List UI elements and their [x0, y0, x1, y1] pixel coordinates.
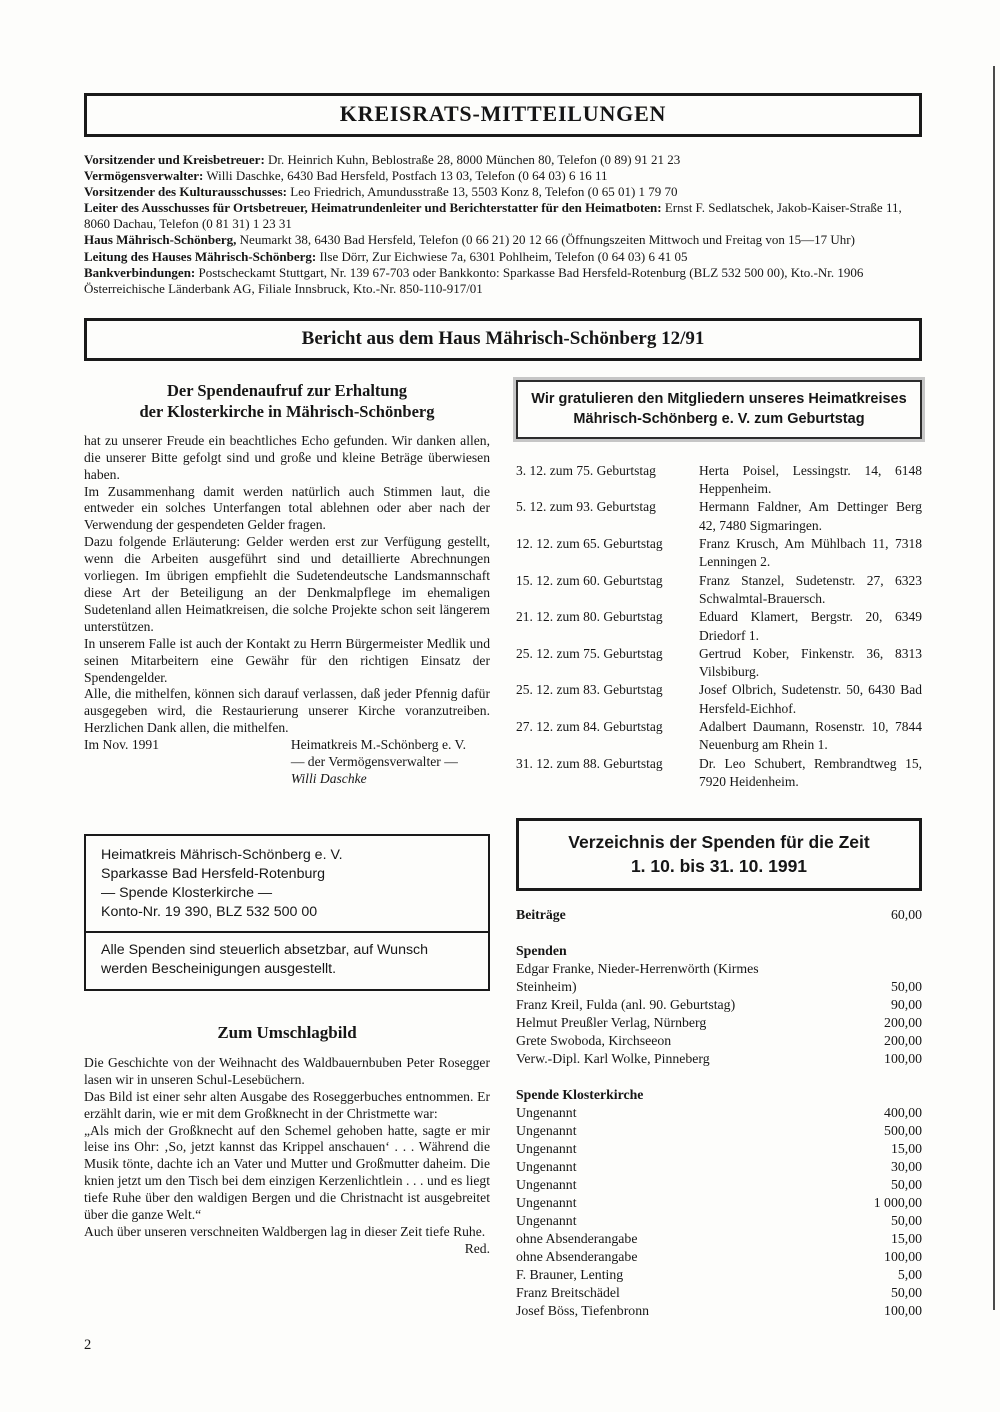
- account-line: Heimatkreis Mährisch-Schönberg e. V.: [101, 846, 343, 863]
- donation-name: Franz Breitschädel: [516, 1285, 620, 1301]
- masthead-line: [84, 232, 922, 248]
- donation-row: [516, 1302, 922, 1320]
- page-number: 2: [84, 1337, 92, 1353]
- donation-name: Ungenannt: [516, 1141, 577, 1157]
- signature-name: Willi Daschke: [290, 770, 367, 786]
- appeal-heading-line1: Der Spendenaufruf zur Erhaltung: [166, 380, 408, 400]
- donation-amount: 30,00: [890, 1159, 922, 1175]
- birthday-entry: [516, 572, 922, 609]
- report-title-box: [84, 318, 922, 361]
- donation-amount: 15,00: [890, 1141, 922, 1157]
- masthead-line: [84, 249, 922, 265]
- birthday-text: Eduard Klamert, Bergstr. 20, 6349 Driedorf 1.: [699, 609, 922, 643]
- donation-row: [516, 1230, 922, 1248]
- donation-row: [516, 1176, 922, 1194]
- signature-org: Heimatkreis M.-Schönberg e. V.: [290, 737, 466, 753]
- masthead-line: [84, 265, 922, 297]
- donation-name: Grete Swoboda, Kirchseeon: [516, 1033, 672, 1049]
- donation-name: Ungenannt: [516, 1213, 577, 1229]
- official-text: Ernst F. Sedlatschek, Jakob-Kaiser-Straße 11, 8060 Dachau, Telefon (0 81 31) 1 23 31: [84, 200, 902, 232]
- birthday-date: 12. 12. zum 65. Geburtstag: [516, 536, 663, 552]
- donation-name: Ungenannt: [516, 1123, 577, 1139]
- masthead-officials: [84, 152, 922, 297]
- cover-last-paragraph: [84, 1223, 490, 1256]
- donations-title-line1: Verzeichnis der Spenden für die Zeit: [568, 832, 870, 853]
- masthead-line: [84, 152, 922, 168]
- birthday-date: 27. 12. zum 84. Geburtstag: [516, 719, 663, 734]
- donation-name: F. Brauner, Lenting: [516, 1267, 624, 1283]
- appeal-body: [84, 433, 490, 737]
- account-line: Sparkasse Bad Hersfeld-Rotenburg: [101, 865, 325, 882]
- signature-right: [291, 737, 466, 788]
- birthday-date: 31. 12. zum 88. Geburtstag: [516, 755, 663, 771]
- page-content: [84, 0, 922, 1320]
- birthday-entry: [516, 498, 922, 535]
- birthday-text: Adalbert Daumann, Rosenstr. 10, 7844 Neuenburg am Rhein 1.: [699, 719, 922, 753]
- donation-amount: 200,00: [884, 1033, 922, 1049]
- donation-row: [516, 960, 922, 996]
- donation-name: Beiträge: [516, 907, 566, 923]
- birthday-text: Franz Stanzel, Sudetenstr. 27, 6323 Schwalmtal-Brauersch.: [699, 572, 922, 606]
- donation-row: [516, 1104, 922, 1122]
- donation-name: Josef Böss, Tiefenbronn: [516, 1303, 649, 1319]
- official-label: Bankverbindungen:: [84, 264, 196, 280]
- donation-amount: 100,00: [884, 1051, 922, 1067]
- appeal-paragraph: Im Zusammenhang damit werden natürlich auch Stimmen laut, die entweder ein solches Unterfangen total ablehnen oder aber nach der Verwendung der gespendeten Gelder fragen.: [84, 483, 490, 533]
- account-note-line: Alle Spenden sind steuerlich absetzbar, auf Wunsch: [101, 941, 429, 958]
- two-column-layout: [84, 378, 922, 1320]
- appeal-heading: [84, 380, 490, 422]
- report-title: Bericht aus dem Haus Mährisch-Schönberg 12/91: [301, 327, 705, 349]
- birthday-text: Gertrud Kober, Finkenstr. 36, 8313 Vilsbiburg.: [699, 645, 922, 680]
- birthday-date: 25. 12. zum 75. Geburtstag: [516, 645, 663, 661]
- donations-title-box: [516, 818, 922, 891]
- appeal-paragraph: hat zu unserer Freude ein beachtliches Echo gefunden. Wir danken allen, die unserer Bitte gefolgt sind und große und kleine Beträge überwiesen haben.: [84, 432, 490, 482]
- donation-name: Helmut Preußler Verlag, Nürnberg: [516, 1015, 707, 1031]
- donation-row: [516, 1248, 922, 1266]
- donation-row: [516, 1032, 922, 1050]
- donation-amount: 5,00: [897, 1267, 922, 1283]
- birthday-entry: [516, 535, 922, 572]
- donation-amount: 50,00: [890, 1177, 922, 1193]
- cover-paragraph: Auch über unseren verschneiten Waldbergen lag in dieser Zeit tiefe Ruhe.: [84, 1223, 486, 1239]
- birthday-date: 25. 12. zum 83. Geburtstag: [516, 682, 663, 698]
- congrats-title-box: [516, 380, 922, 439]
- left-column: [84, 378, 490, 1320]
- donation-row: [516, 906, 922, 924]
- donation-row: [516, 1284, 922, 1302]
- official-text: Willi Daschke, 6430 Bad Hersfeld, Postfach 13 03, Telefon (0 64 03) 6 16 11: [206, 168, 608, 184]
- birthday-date: 5. 12. zum 93. Geburtstag: [516, 499, 656, 515]
- official-text: Ilse Dörr, Zur Eichwiese 7a, 6301 Pohlheim, Telefon (0 64 03) 6 41 05: [319, 248, 688, 264]
- birthday-entry: [516, 718, 922, 755]
- donation-row: [516, 1122, 922, 1140]
- donation-name: ohne Absenderangabe: [516, 1249, 638, 1265]
- signature-block: [84, 737, 490, 788]
- birthday-text: Herta Poisel, Lessingstr. 14, 6148 Heppenheim.: [699, 462, 922, 497]
- right-column: [516, 378, 922, 1320]
- birthday-entry: [516, 462, 922, 499]
- masthead-line: [84, 184, 922, 200]
- account-note-line: werden Bescheinigungen ausgestellt.: [101, 960, 337, 977]
- donation-name: Edgar Franke, Nieder-Herrenwörth (Kirmes Steinheim): [516, 961, 759, 995]
- official-label: Vorsitzender und Kreisbetreuer:: [84, 152, 265, 167]
- official-label: Leitung des Hauses Mährisch-Schönberg:: [84, 248, 317, 264]
- official-text: Postscheckamt Stuttgart, Nr. 139 67-703 oder Bankkonto: Sparkasse Bad Hersfeld-Rotenburg (BLZ 532 500 00), Kto.-Nr. 1906 Österreichische Länderbank AG, Filiale Innsbruck, Kto.-Nr. 850-110-917/01: [84, 264, 864, 296]
- appeal-paragraph: In unserem Falle ist auch der Kontakt zu Herrn Bürgermeister Medlik und seinen Mitarbeitern eine Gewähr für den richtigen Einsatz der Spendengelder.: [84, 635, 490, 685]
- donation-name: Ungenannt: [516, 1159, 577, 1175]
- donation-name: Ungenannt: [516, 1177, 577, 1193]
- appeal-heading-line2: der Klosterkirche in Mährisch-Schönberg: [139, 401, 435, 421]
- official-text: Dr. Heinrich Kuhn, Beblostraße 28, 8000 München 80, Telefon (0 89) 91 21 23: [268, 152, 681, 167]
- birthday-text: Franz Krusch, Am Mühlbach 11, 7318 Lenningen 2.: [699, 536, 922, 570]
- birthday-entry: [516, 755, 922, 792]
- donation-row: [516, 1194, 922, 1212]
- birthday-list: [516, 462, 922, 791]
- official-label: Haus Mährisch-Schönberg,: [84, 232, 237, 248]
- masthead-line: [84, 168, 922, 184]
- donation-row: [516, 1212, 922, 1230]
- official-label: Vermögensverwalter:: [84, 168, 204, 184]
- masthead-line: [84, 200, 922, 232]
- donation-name: Ungenannt: [516, 1195, 577, 1211]
- birthday-entry: [516, 608, 922, 645]
- section-label: Spende Klosterkirche: [516, 1087, 644, 1103]
- donation-amount: 100,00: [884, 1249, 922, 1265]
- congrats-title-line2: Mährisch-Schönberg e. V. zum Geburtstag: [573, 410, 865, 427]
- birthday-entry: [516, 681, 922, 718]
- donation-amount: 50,00: [890, 1213, 922, 1229]
- donation-row: [516, 996, 922, 1014]
- official-label: Vorsitzender des Kulturausschusses:: [84, 184, 287, 200]
- donations-list: [516, 906, 922, 1320]
- birthday-text: Hermann Faldner, Am Dettinger Berg 42, 7480 Sigmaringen.: [699, 499, 922, 533]
- donation-amount: 50,00: [890, 1285, 922, 1301]
- birthday-text: Dr. Leo Schubert, Rembrandtweg 15, 7920 Heidenheim.: [699, 755, 922, 789]
- donation-amount: 15,00: [890, 1231, 922, 1247]
- signature-date: Im Nov. 1991: [84, 737, 160, 753]
- donation-amount: 100,00: [884, 1303, 922, 1319]
- birthday-date: 3. 12. zum 75. Geburtstag: [516, 462, 656, 478]
- donation-amount: 400,00: [884, 1105, 922, 1121]
- donation-amount: 200,00: [884, 1015, 922, 1031]
- cover-paragraph: Das Bild ist einer sehr alten Ausgabe des Roseggerbuches entnommen. Er erzählt darin, wie er mit dem Großknecht in der Christmette war:: [84, 1088, 490, 1121]
- page-title: KREISRATS-MITTEILUNGEN: [339, 101, 667, 126]
- cover-body: [84, 1054, 490, 1256]
- appeal-paragraph: Dazu folgende Erläuterung: Gelder werden erst zur Verfügung gestellt, wenn die Arbeiten ausgeführt sind und detaillierte Abrechnungen vorliegen. Im übrigen empfiehlt die Sudetendeutsche Landsmannschaft diese Art der Beteiligung an der Denkmalpflege im ehemaligen Sudetenland allen Heimatkreisen, die solche Projekte schon seit längerem unterstützen.: [84, 534, 490, 634]
- donation-name: Franz Kreil, Fulda (anl. 90. Geburtstag): [516, 997, 736, 1013]
- donation-row: [516, 1050, 922, 1068]
- donations-title: [519, 830, 919, 878]
- birthday-date: 21. 12. zum 80. Geburtstag: [516, 609, 663, 625]
- official-text: Neumarkt 38, 6430 Bad Hersfeld, Telefon (0 66 21) 20 12 66 (Öffnungszeiten Mittwoch und Freitag von 15—17 Uhr): [239, 232, 855, 248]
- donation-name: ohne Absenderangabe: [516, 1231, 638, 1247]
- donations-title-line2: 1. 10. bis 31. 10. 1991: [630, 856, 808, 877]
- cover-paragraph: Die Geschichte von der Weihnacht des Waldbauernbuben Peter Rosegger lasen wir in unseren Schul-Lesebüchern.: [84, 1054, 490, 1087]
- appeal-paragraph: Alle, die mithelfen, können sich darauf verlassen, daß jeder Pfennig dafür ausgegeben wird, die Restaurierung unserer Kirche voranzutreiben. Herzlichen Dank allen, die mithelfen.: [84, 686, 490, 736]
- byline: Red.: [464, 1240, 490, 1256]
- birthday-text: Josef Olbrich, Sudetenstr. 50, 6430 Bad Hersfeld-Eichhof.: [699, 682, 922, 716]
- donation-account-box: [84, 834, 490, 991]
- official-text: Leo Friedrich, Amundusstraße 13, 5503 Konz 8, Telefon (0 65 01) 1 79 70: [290, 184, 678, 200]
- birthday-entry: [516, 645, 922, 682]
- donation-name: Ungenannt: [516, 1105, 577, 1121]
- masthead-title-box: [84, 93, 922, 137]
- congrats-title-line1: Wir gratulieren den Mitgliedern unseres Heimatkreises: [531, 390, 907, 407]
- donation-row: [516, 1140, 922, 1158]
- official-label: Leiter des Ausschusses für Ortsbetreuer, Heimatrundenleiter und Berichterstatter für den Heimatboten:: [84, 200, 662, 216]
- donation-amount: 500,00: [884, 1123, 922, 1139]
- donation-amount: 50,00: [890, 979, 922, 995]
- donation-amount: 60,00: [890, 907, 922, 923]
- account-line: Konto-Nr. 19 390, BLZ 532 500 00: [101, 903, 318, 920]
- signature-role: — der Vermögensverwalter —: [290, 754, 458, 770]
- donation-name: Verw.-Dipl. Karl Wolke, Pinneberg: [516, 1051, 710, 1067]
- scan-edge-line: [993, 66, 995, 1310]
- birthday-date: 15. 12. zum 60. Geburtstag: [516, 572, 663, 588]
- cover-heading: Zum Umschlagbild: [217, 1022, 357, 1042]
- donation-row: [516, 1266, 922, 1284]
- donation-row: [516, 1158, 922, 1176]
- account-box-divider: [86, 931, 488, 933]
- cover-paragraph: „Als mich der Großknecht auf den Schemel gehoben hatte, sagte er mir leise ins Ohr: ‚So, jetzt kannst das Krippel anschauen‘ . . . Während die Musik tönte, dachte ich an Vater und Mutter und Großmutter daheim. Die knien jetzt um den Tisch bei dem einzigen Kerzenlichtlein . . . und es liegt tiefe Ruhe über den waldigen Bergen und die Christnacht ist ausgebreitet über die ganze Welt.“: [84, 1122, 490, 1223]
- donation-amount: 90,00: [890, 997, 922, 1013]
- account-line: — Spende Klosterkirche —: [101, 884, 273, 901]
- section-label: Spenden: [516, 943, 567, 959]
- donation-amount: 1 000,00: [873, 1195, 922, 1211]
- donation-row: [516, 1014, 922, 1032]
